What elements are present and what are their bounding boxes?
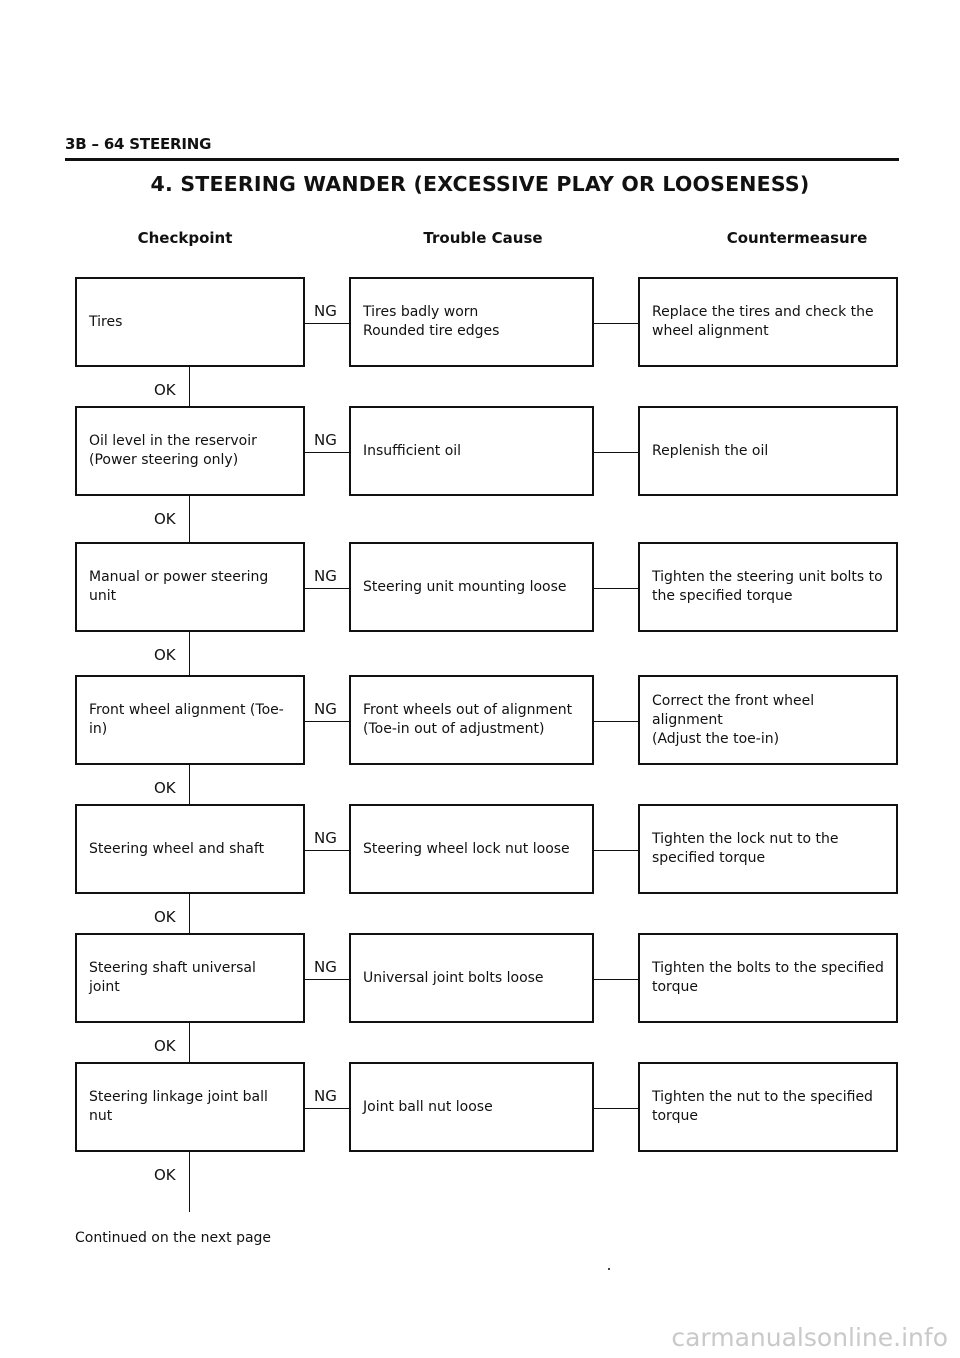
trouble-cause-box — [349, 542, 594, 632]
column-header-trouble-cause: Trouble Cause — [423, 229, 543, 247]
continued-note: Continued on the next page — [75, 1230, 272, 1246]
header-rule — [65, 158, 899, 161]
trouble-cause-text: Joint ball nut loose — [363, 1098, 493, 1115]
ok-connector — [189, 1152, 190, 1212]
countermeasure-text: Tighten the nut to the specified torque — [652, 1089, 873, 1124]
cause-connector — [594, 721, 638, 722]
ok-connector — [189, 894, 190, 933]
cause-connector — [594, 588, 638, 589]
column-header-checkpoint: Checkpoint — [137, 229, 233, 247]
trouble-cause-box — [349, 804, 594, 894]
checkpoint-text: Tires — [89, 313, 123, 330]
checkpoint-text: Front wheel alignment (Toe-in) — [89, 702, 284, 737]
checkpoint-text: Oil level in the reservoir (Power steering only) — [89, 433, 257, 468]
ng-connector — [305, 1108, 349, 1109]
ng-connector — [305, 850, 349, 851]
ng-connector — [305, 721, 349, 722]
ok-connector — [189, 496, 190, 542]
ng-label: NG — [314, 829, 337, 847]
trouble-cause-box — [349, 406, 594, 496]
ng-connector — [305, 588, 349, 589]
checkpoint-box — [75, 804, 305, 894]
countermeasure-text: Tighten the steering unit bolts to the specified torque — [652, 569, 883, 604]
ok-label: OK — [154, 510, 176, 528]
trouble-cause-box — [349, 933, 594, 1023]
column-header-countermeasure: Countermeasure — [726, 229, 868, 247]
stray-dot — [608, 1268, 610, 1270]
ok-label: OK — [154, 1037, 176, 1055]
cause-connector — [594, 850, 638, 851]
ng-connector — [305, 979, 349, 980]
checkpoint-box — [75, 675, 305, 765]
countermeasure-box — [638, 277, 898, 367]
countermeasure-box — [638, 675, 898, 765]
trouble-cause-box — [349, 277, 594, 367]
cause-connector — [594, 323, 638, 324]
cause-connector — [594, 452, 638, 453]
ok-connector — [189, 367, 190, 406]
ok-label: OK — [154, 1166, 176, 1184]
countermeasure-text: Replace the tires and check the wheel alignment — [652, 304, 874, 339]
trouble-cause-text: Universal joint bolts loose — [363, 969, 544, 986]
checkpoint-text: Steering wheel and shaft — [89, 840, 265, 857]
ok-connector — [189, 765, 190, 804]
ng-connector — [305, 323, 349, 324]
countermeasure-text: Correct the front wheel alignment (Adjust the toe-in) — [652, 692, 815, 747]
checkpoint-box — [75, 542, 305, 632]
trouble-cause-text: Steering unit mounting loose — [363, 578, 567, 595]
countermeasure-text: Tighten the lock nut to the specified torque — [652, 831, 839, 866]
countermeasure-box — [638, 933, 898, 1023]
countermeasure-box — [638, 542, 898, 632]
ok-connector — [189, 632, 190, 675]
ng-label: NG — [314, 567, 337, 585]
trouble-cause-text: Front wheels out of alignment (Toe-in out of adjustment) — [363, 702, 573, 737]
cause-connector — [594, 979, 638, 980]
checkpoint-box — [75, 277, 305, 367]
trouble-cause-text: Steering wheel lock nut loose — [363, 840, 570, 857]
cause-connector — [594, 1108, 638, 1109]
checkpoint-box — [75, 406, 305, 496]
checkpoint-text: Steering shaft universal joint — [89, 960, 256, 995]
checkpoint-box — [75, 1062, 305, 1152]
ok-label: OK — [154, 908, 176, 926]
countermeasure-box — [638, 804, 898, 894]
ok-label: OK — [154, 646, 176, 664]
trouble-cause-text: Insufficient oil — [363, 442, 462, 459]
ng-label: NG — [314, 700, 337, 718]
ng-label: NG — [314, 302, 337, 320]
page-header: 3B – 64 STEERING — [65, 135, 212, 153]
countermeasure-box — [638, 1062, 898, 1152]
ng-connector — [305, 452, 349, 453]
countermeasure-text: Replenish the oil — [652, 442, 769, 459]
ok-connector — [189, 1023, 190, 1062]
checkpoint-text: Manual or power steering unit — [89, 569, 269, 604]
page-title: 4. STEERING WANDER (EXCESSIVE PLAY OR LOOSENESS) — [150, 172, 810, 196]
trouble-cause-text: Tires badly worn Rounded tire edges — [363, 304, 500, 339]
watermark: carmanualsonline.info — [671, 1323, 948, 1352]
trouble-cause-box — [349, 1062, 594, 1152]
ng-label: NG — [314, 1087, 337, 1105]
checkpoint-text: Steering linkage joint ball nut — [89, 1089, 268, 1124]
checkpoint-box — [75, 933, 305, 1023]
ng-label: NG — [314, 431, 337, 449]
ng-label: NG — [314, 958, 337, 976]
trouble-cause-box — [349, 675, 594, 765]
ok-label: OK — [154, 381, 176, 399]
countermeasure-box — [638, 406, 898, 496]
countermeasure-text: Tighten the bolts to the specified torque — [652, 960, 884, 995]
ok-label: OK — [154, 779, 176, 797]
